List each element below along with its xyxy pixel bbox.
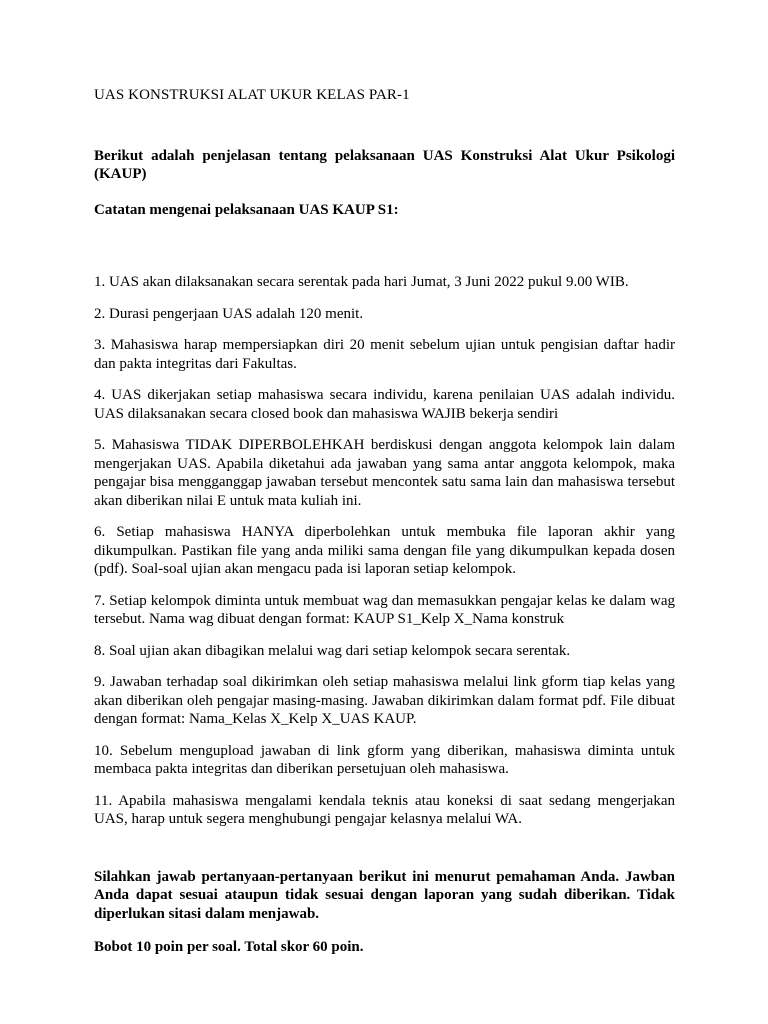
rule-item-8: 8. Soal ujian akan dibagikan melalui wag dari setiap kelompok secara serentak.	[94, 642, 571, 659]
rule-item-1: 1. UAS akan dilaksanakan secara serentak pada hari Jumat, 3 Juni 2022 pukul 9.00 WIB.	[94, 274, 629, 290]
document-title: UAS KONSTRUKSI ALAT UKUR KELAS PAR-1	[94, 87, 410, 103]
rule-item-10: 10. Sebelum mengupload jawaban di link gform yang diberikan, mahasiswa diminta untuk membaca pakta integritas dan diberikan persetujuan oleh mahasiswa.	[94, 742, 675, 777]
rule-item-9: 9. Jawaban terhadap soal dikirimkan oleh setiap mahasiswa melalui link gform tiap kelas yang akan diberikan oleh pengajar masing-masing. Jawaban dikirimkan dalam format pdf. File dibuat dengan format: Nama_Kelas X_Kelp X_UAS KAUP.	[94, 674, 675, 727]
rule-item-2: 2. Durasi pengerjaan UAS adalah 120 menit.	[94, 305, 364, 322]
score-note: Bobot 10 poin per soal. Total skor 60 poin.	[94, 939, 364, 955]
rule-item-5: 5. Mahasiswa TIDAK DIPERBOLEHKAH berdiskusi dengan anggota kelompok lain dalam mengerjakan UAS. Apabila diketahui ada jawaban yang sama antar anggota kelompok, maka pengajar bisa mengganggap jawaban tersebut mencontek satu sama lain dan mahasiswa tersebut akan diberikan nilai E untuk mata kuliah ini.	[94, 437, 675, 509]
instructions-paragraph: Silahkan jawab pertanyaan-pertanyaan berikut ini menurut pemahaman Anda. Jawban Anda dapat sesuai ataupun tidak sesuai dengan laporan yang sudah diberikan. Tidak diperlukan sitasi dalam menjawab.	[94, 868, 675, 922]
rule-item-4: 4. UAS dikerjakan setiap mahasiswa secara individu, karena penilaian UAS adalah individu. UAS dilaksanakan secara closed book dan mahasiswa WAJIB bekerja sendiri	[94, 387, 675, 422]
intro-paragraph: Berikut adalah penjelasan tentang pelaksanaan UAS Konstruksi Alat Ukur Psikologi (KAUP)	[94, 147, 675, 182]
rule-item-7: 7. Setiap kelompok diminta untuk membuat wag dan memasukkan pengajar kelas ke dalam wag tersebut. Nama wag dibuat dengan format: KAUP S1_Kelp X_Nama konstruk	[94, 592, 675, 627]
rule-item-11: 11. Apabila mahasiswa mengalami kendala teknis atau koneksi di saat sedang mengerjakan UAS, harap untuk segera menghubungi pengajar kelasnya melalui WA.	[94, 792, 675, 827]
rule-item-6: 6. Setiap mahasiswa HANYA diperbolehkan untuk membuka file laporan akhir yang dikumpulkan. Pastikan file yang anda miliki sama dengan file yang dikumpulkan kepada dosen (pdf). Soal-soal ujian akan mengacu pada isi laporan setiap kelompok.	[94, 524, 675, 577]
notes-heading: Catatan mengenai pelaksanaan UAS KAUP S1:	[94, 201, 399, 218]
document-body	[94, 86, 675, 957]
rule-item-3: 3. Mahasiswa harap mempersiapkan diri 20 menit sebelum ujian untuk pengisian daftar hadir dan pakta integritas dari Fakultas.	[94, 337, 675, 372]
rules-list	[94, 273, 675, 829]
